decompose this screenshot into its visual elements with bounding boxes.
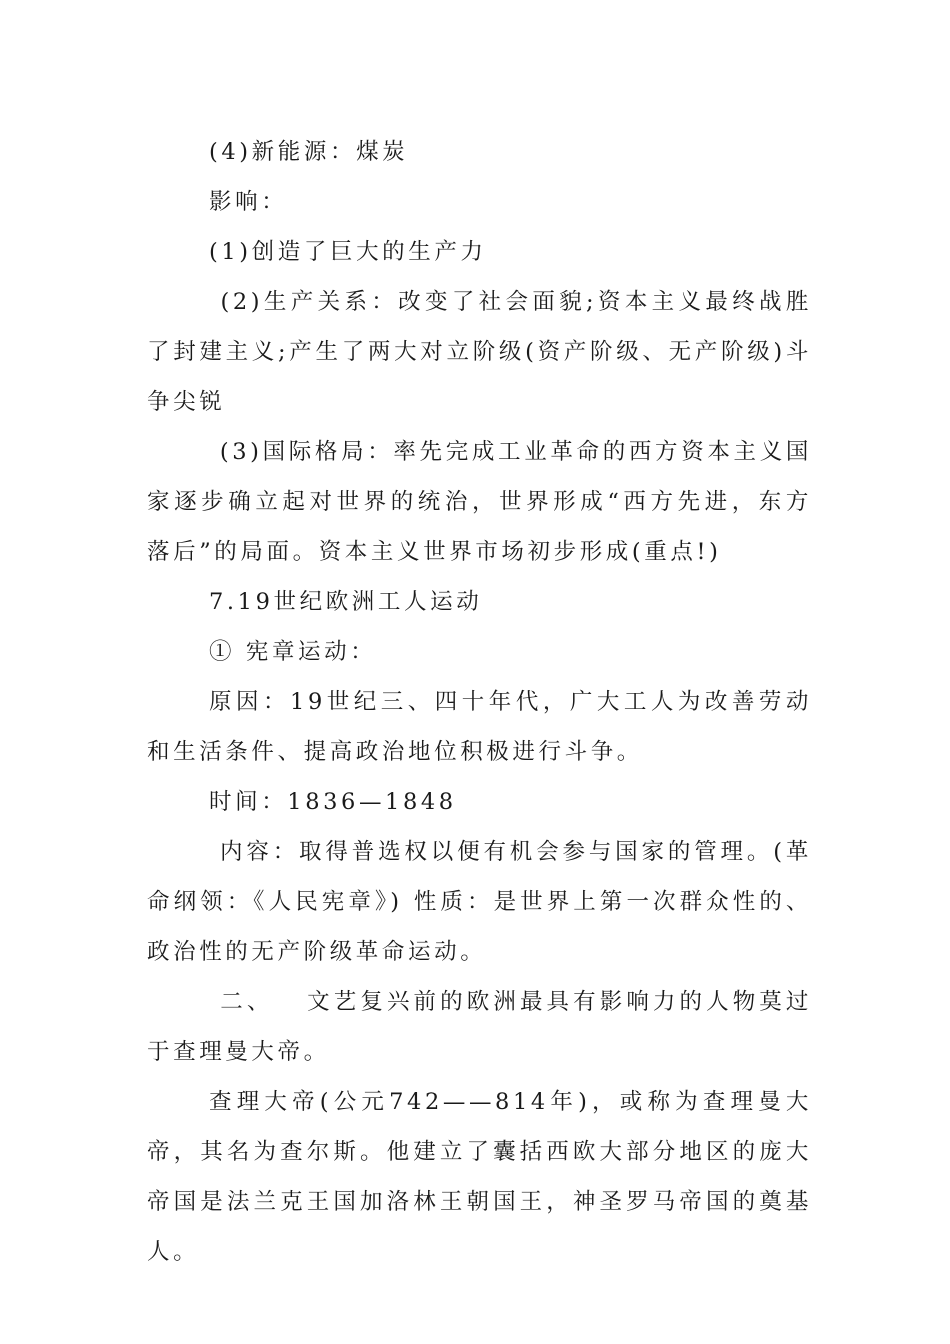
paragraph-impact-heading: 影响： xyxy=(209,189,288,215)
paragraph-production-relations: (2)生产关系：改变了社会面貌;资本主义最终战胜了封建主义;产生了两大对立阶级(资产阶级、无产阶级)斗争尖锐 xyxy=(147,289,812,415)
paragraph-time: 时间：1836—1848 xyxy=(209,789,457,815)
paragraph-charlemagne: 查理大帝(公元742——814年)，或称为查理曼大帝，其名为查尔斯。他建立了囊括西欧大部分地区的庞大帝国是法兰克王国加洛林王朝国王，神圣罗马帝国的奠基人。 xyxy=(147,1089,812,1265)
paragraph-content-nature: 内容：取得普选权以便有机会参与国家的管理。(革命纲领：《人民宪章》) 性质：是世界上第一次群众性的、政治性的无产阶级革命运动。 xyxy=(147,839,812,965)
paragraph-international-pattern: (3)国际格局：率先完成工业革命的西方资本主义国家逐步确立起对世界的统治，世界形成“西方先进，东方落后”的局面。资本主义世界市场初步形成(重点!) xyxy=(147,439,812,565)
paragraph-new-energy: (4)新能源：煤炭 xyxy=(209,139,409,165)
paragraph-section-two: 二、 文艺复兴前的欧洲最具有影响力的人物莫过于查理曼大帝。 xyxy=(147,989,812,1065)
paragraph-productivity: (1)创造了巨大的生产力 xyxy=(209,239,487,265)
paragraph-workers-movement-heading: 7.19世纪欧洲工人运动 xyxy=(209,589,483,615)
paragraph-chartism-heading: ① 宪章运动： xyxy=(209,639,377,665)
paragraph-cause: 原因：19世纪三、四十年代，广大工人为改善劳动和生活条件、提高政治地位积极进行斗争。 xyxy=(147,689,812,765)
